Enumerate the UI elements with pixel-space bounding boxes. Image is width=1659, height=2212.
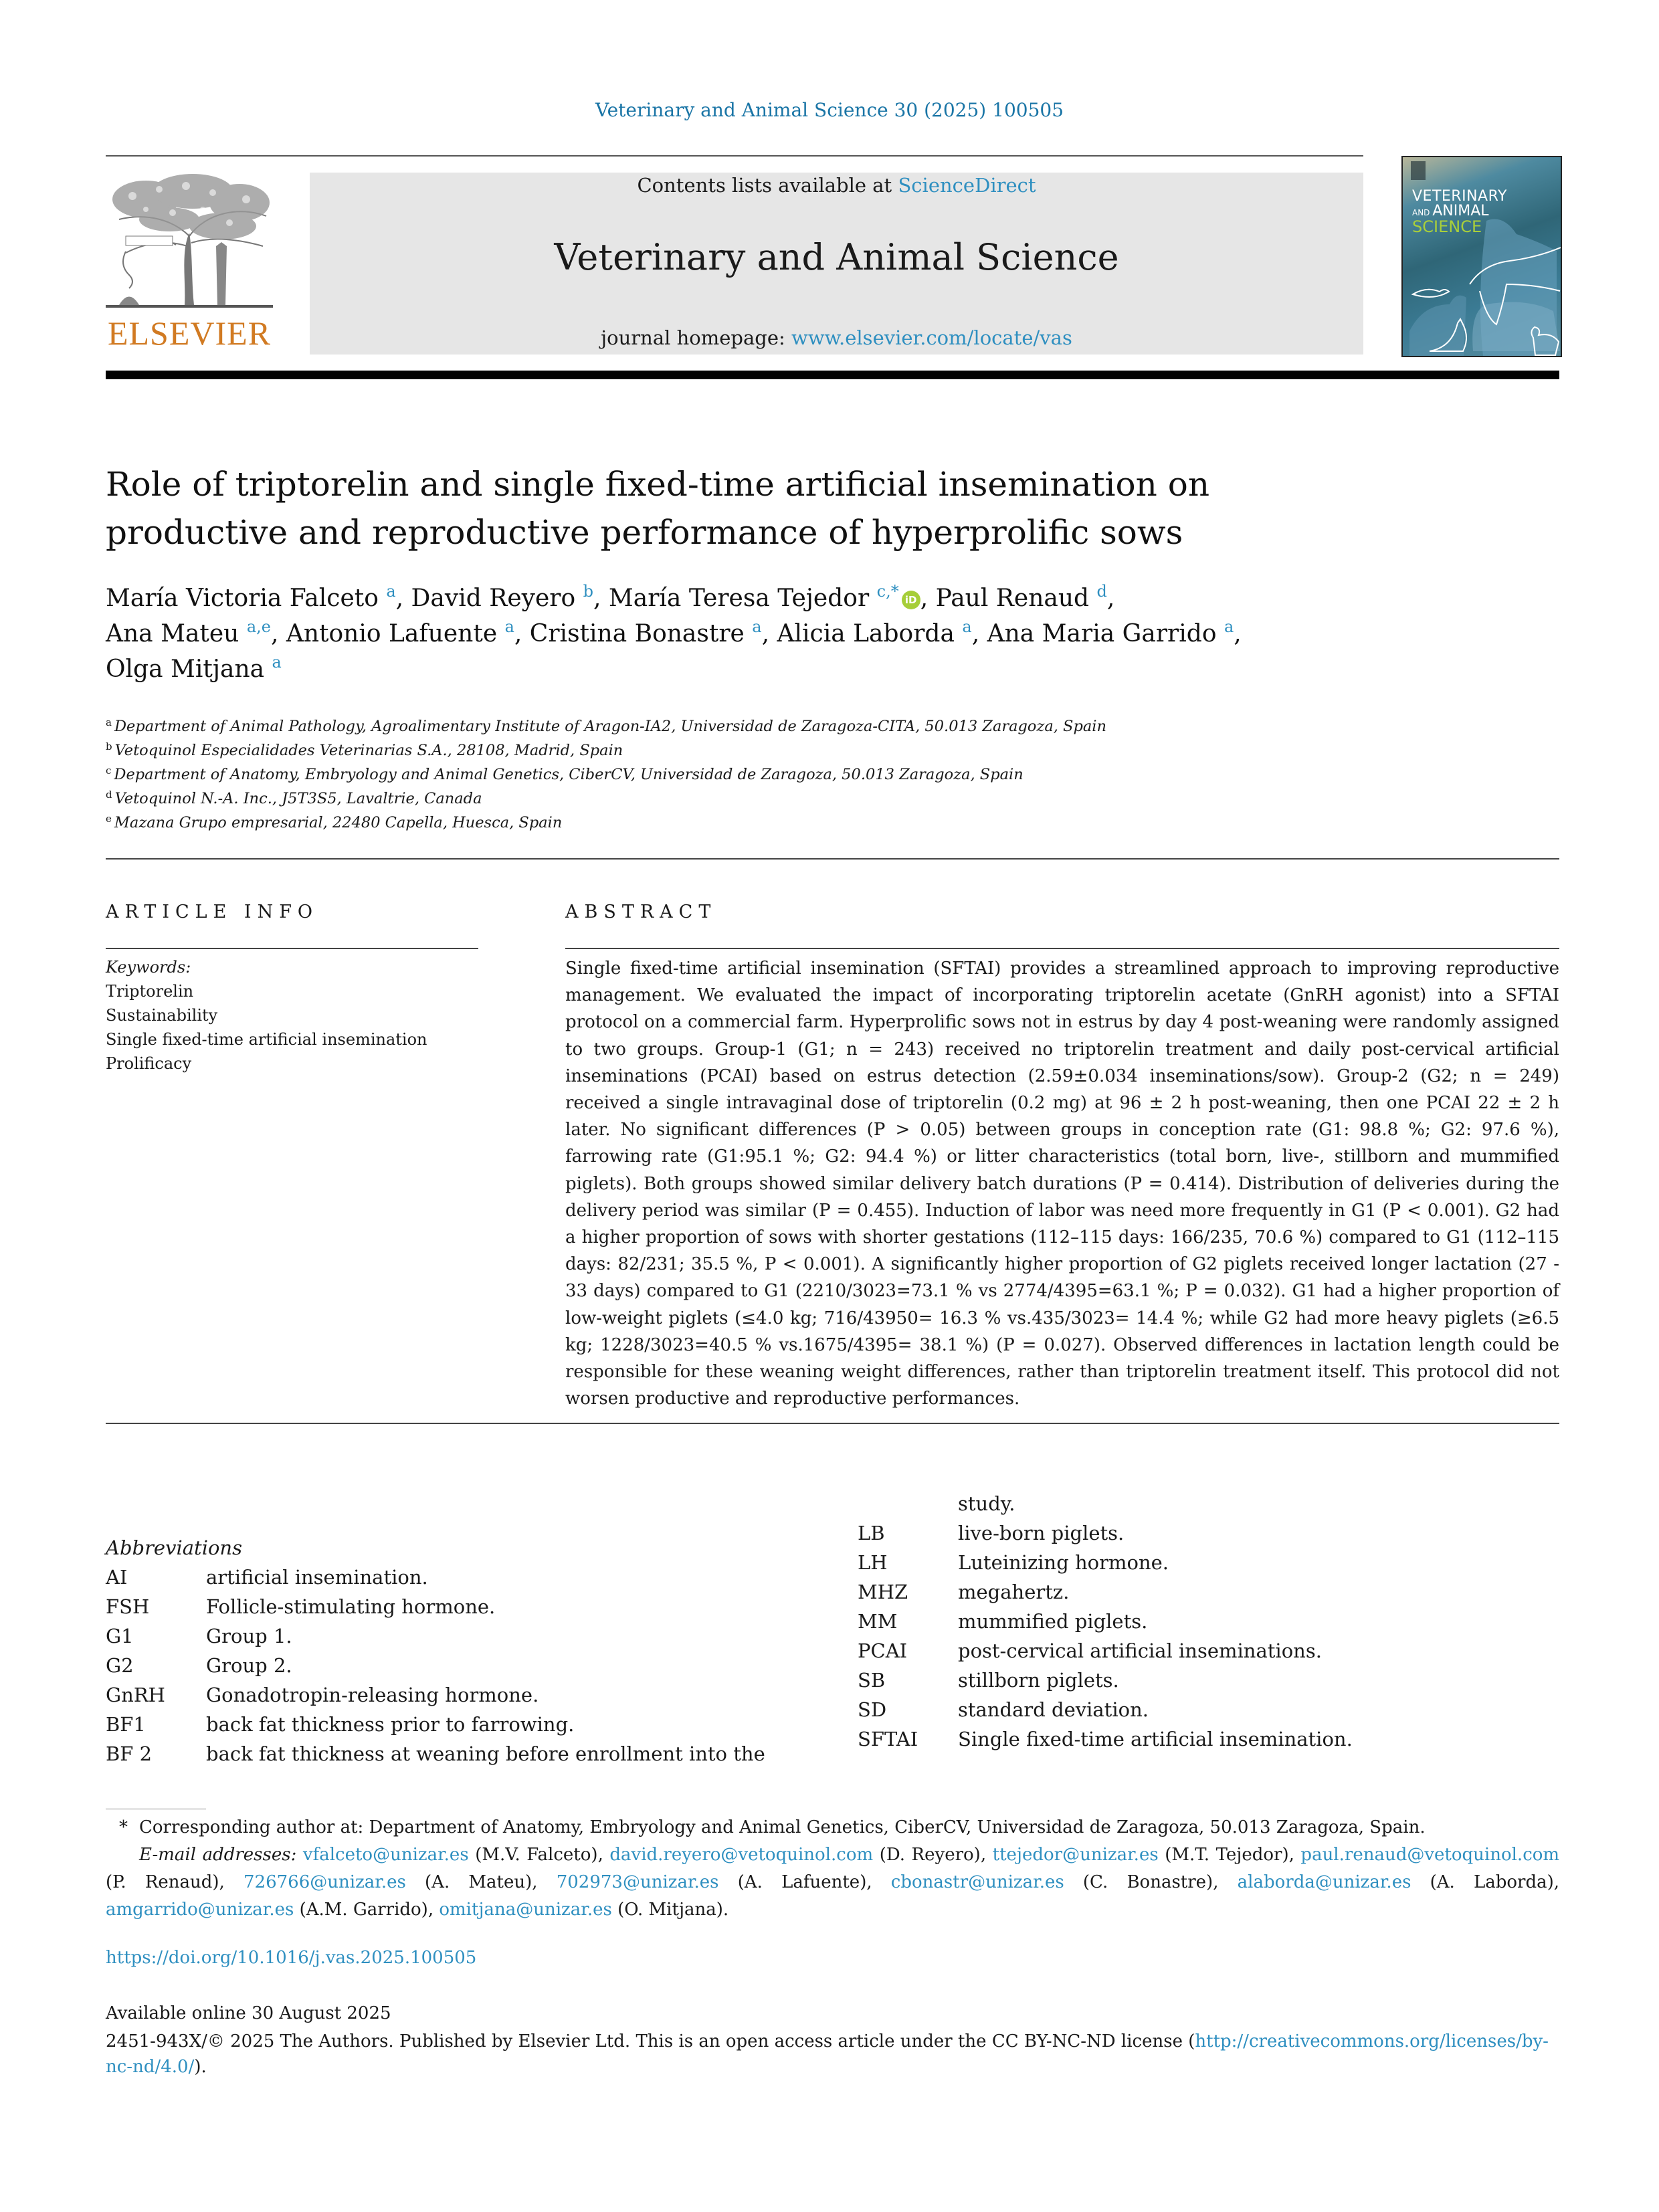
animal-silhouettes-icon [1403,157,1561,356]
cover-and: AND [1412,208,1433,217]
author-name[interactable]: María Victoria Falceto [106,585,379,612]
author[interactable] [987,617,1234,647]
author-name[interactable]: Antonio Lafuente [286,620,498,647]
abbreviation-row [858,1724,1567,1754]
abbreviation-key: SD [858,1698,887,1721]
email-link[interactable]: ttejedor@unizar.es [992,1845,1159,1865]
email-link[interactable]: paul.renaud@vetoquinol.com [1300,1845,1560,1865]
divider [565,948,1559,949]
affiliation-text: Department of Anatomy, Embryology and Animal Genetics, CiberCV, Universidad de Zaragoza, 50.013 Zaragoza, Spain [114,766,1023,783]
author[interactable] [777,617,972,647]
corresponding-author-note [106,1814,1559,1841]
article-title [106,460,1377,557]
keyword: Sustainability [106,1006,218,1025]
email-link[interactable]: 726766@unizar.es [243,1872,406,1892]
abbreviation-row [858,1548,1567,1577]
keyword: Triptorelin [106,982,194,1001]
affiliation [106,738,1510,763]
abbreviation-value: Group 2. [206,1654,292,1677]
abbreviation-key: G2 [106,1654,134,1677]
affiliation-marker[interactable]: a [962,617,972,636]
abbreviation-value: Luteinizing hormone. [958,1551,1169,1574]
author-name[interactable]: María Teresa Tejedor [608,585,870,612]
abbreviation-value: Group 1. [206,1625,292,1647]
abbreviation-row [106,1710,788,1739]
homepage-line [310,326,1363,349]
abbreviation-key: MHZ [858,1581,908,1603]
abbreviation-row [858,1489,1567,1518]
abbreviation-row [858,1636,1567,1666]
license-link[interactable]: http://creativecommons.org/licenses/by-nc-nd/4.0/ [106,2031,1549,2077]
abbreviation-row [106,1651,788,1680]
contents-line [310,174,1363,197]
abbreviation-value: mummified piglets. [958,1610,1148,1633]
license-notice [106,2029,1559,2080]
homepage-label: journal homepage: [601,326,791,349]
author[interactable] [286,617,514,647]
email-owner: (M.T. Tejedor) [1165,1845,1289,1865]
abbreviation-row [858,1695,1567,1724]
abbreviation-key: BF 2 [106,1742,153,1765]
title-line-1: Role of triptorelin and single fixed-time artificial insemination on [106,465,1210,504]
author-name[interactable]: Alicia Laborda [777,620,955,647]
affiliation-key: b [106,740,112,752]
license-text: 2451-943X/© 2025 The Authors. Published by Elsevier Ltd. This is an open access article under the CC BY-NC-ND license ( [106,2031,1195,2051]
doi-link[interactable]: https://doi.org/10.1016/j.vas.2025.100505 [106,1948,477,1968]
affiliation-key: d [106,789,112,801]
author[interactable] [608,582,920,612]
abbreviation-value: artificial insemination. [206,1566,428,1589]
abbreviation-value: back fat thickness prior to farrowing. [206,1713,575,1736]
author[interactable] [935,582,1107,612]
corresponding-text: Corresponding author at: Department of Anatomy, Embryology and Animal Genetics, CiberCV, Universidad de Zaragoza, 50.013 Zaragoza, Spain. [139,1817,1426,1837]
affiliation-text: Department of Animal Pathology, Agroalimentary Institute of Aragon-IA2, Universidad de Zaragoza-CITA, 50.013 Zaragoza, Spain [114,718,1106,735]
abbreviation-row [858,1577,1567,1607]
keywords-block [106,955,478,1076]
email-link[interactable]: omitjana@unizar.es [439,1900,612,1920]
affiliation-marker[interactable]: a [504,617,514,636]
abbreviation-row [106,1563,788,1592]
email-owner: (D. Reyero) [879,1845,981,1865]
abbreviation-key: AI [106,1566,128,1589]
abbreviation-key: SB [858,1669,886,1692]
divider [106,948,478,949]
keyword: Prolificacy [106,1054,192,1073]
affiliation-marker[interactable]: a [752,617,762,636]
abbreviation-value: standard deviation. [958,1698,1149,1721]
title-line-2: productive and reproductive performance of hyperprolific sows [106,513,1183,552]
article-info-heading: ARTICLE INFO [106,902,319,922]
elsevier-tree-icon [106,173,273,310]
abbreviation-value: post-cervical artificial inseminations. [958,1639,1322,1662]
abbreviation-row [106,1680,788,1710]
abbreviation-value: back fat thickness at weaning before enrollment into the [206,1742,765,1765]
author-name[interactable]: Ana Maria Garrido [987,620,1217,647]
abbreviation-value: megahertz. [958,1581,1070,1603]
abbreviation-row [858,1518,1567,1548]
license-suffix: ). [194,2057,207,2077]
affiliation-text: Mazana Grupo empresarial, 22480 Capella, Huesca, Spain [114,814,563,831]
abbreviation-row [858,1666,1567,1695]
abstract-heading: ABSTRACT [565,902,717,922]
cover-line-1: VETERINARY [1412,188,1507,205]
email-link[interactable]: 702973@unizar.es [556,1872,719,1892]
email-owner: (A. Mateu) [425,1872,532,1892]
abbreviation-value: study. [958,1492,1015,1515]
abbreviations-column-1 [106,1533,788,1769]
email-owner: (P. Renaud) [106,1872,219,1892]
contents-label: Contents lists available at [637,174,898,197]
abbreviation-value: Follicle-stimulating hormone. [206,1595,496,1618]
affiliation-marker[interactable]: a [272,653,282,672]
affiliation-marker[interactable]: a,e [246,617,271,636]
cover-line-2 [1412,204,1507,219]
affiliation [106,763,1510,787]
journal-homepage-link[interactable]: www.elsevier.com/locate/vas [791,326,1072,349]
affiliation-key: c [106,765,112,777]
divider [106,858,1559,860]
journal-masthead [310,173,1363,355]
keywords-label: Keywords: [106,958,191,977]
email-link[interactable]: vfalceto@unizar.es [302,1845,469,1865]
divider [106,155,1363,157]
author-list: María Victoria Falceto $^a$, David Reyero $^b$, María Teresa Tejedor $^{c,*}$ iD , Paul Renaud $^d$, Ana Mateu $^{a,e}$, Antonio Lafuente $^a$, Cristina Bonastre $^a$, Alicia Laborda $^a$, Ana Maria Garrido $^a$, Olga Mitjana $^a$ [106,582,1242,683]
email-owner: (M.V. Falceto) [475,1845,598,1865]
abbreviation-row [106,1739,788,1769]
abbreviation-value: stillborn piglets. [958,1669,1119,1692]
author[interactable] [411,582,593,612]
elsevier-wordmark: ELSEVIER [107,314,272,352]
orcid-icon[interactable]: iD [902,591,920,609]
running-head[interactable] [0,99,1659,121]
author-name[interactable]: Cristina Bonastre [529,620,745,647]
journal-cover-thumbnail[interactable] [1401,156,1562,357]
footnotes [106,1814,1559,1924]
affiliation [106,811,1510,835]
email-owner: (A. Laborda) [1430,1872,1554,1892]
affiliation-list [106,714,1510,835]
available-online-date: Available online 30 August 2025 [106,2003,391,2023]
abbreviation-value: Gonadotropin-releasing hormone. [206,1684,539,1706]
affiliation [106,787,1510,811]
author[interactable] [106,653,282,683]
author-name[interactable]: Paul Renaud [935,585,1090,612]
journal-title: Veterinary and Animal Science [554,236,1119,278]
affiliation-marker[interactable]: d [1096,582,1107,601]
abbreviations-column-2 [858,1489,1567,1754]
abbreviation-value: live-born piglets. [958,1522,1125,1544]
keyword: Single fixed-time artificial insemination [106,1030,427,1049]
affiliation [106,714,1510,738]
affiliation-key: e [106,813,112,825]
abbreviation-key: MM [858,1610,898,1633]
email-label: E-mail addresses: [139,1845,297,1865]
abbreviation-key: G1 [106,1625,134,1647]
author[interactable] [106,582,396,612]
abbreviation-key: LB [858,1522,885,1544]
email-link[interactable]: david.reyero@vetoquinol.com [609,1845,874,1865]
affiliation-text: Vetoquinol Especialidades Veterinarias S.A., 28108, Madrid, Spain [114,742,623,759]
email-owner: (A. Lafuente) [737,1872,867,1892]
affiliation-key: a [106,716,112,728]
sciencedirect-link[interactable]: ScienceDirect [898,174,1036,197]
abbreviation-key [858,1489,958,1518]
masthead-divider [106,371,1559,379]
abbreviation-row [106,1592,788,1621]
email-owner: (C. Bonastre) [1082,1872,1213,1892]
author[interactable] [529,617,762,647]
abbreviation-key: GnRH [106,1684,165,1706]
affiliation-marker[interactable]: b [583,582,593,601]
abbreviation-key: FSH [106,1595,150,1618]
journal-citation-link[interactable]: Veterinary and Animal Science 30 (2025) 100505 [595,99,1064,121]
email-link[interactable]: amgarrido@unizar.es [106,1900,294,1920]
cover-title [1412,189,1507,235]
affiliation-marker[interactable]: a [1224,617,1234,636]
abbreviation-row [858,1607,1567,1636]
abbreviations-label: Abbreviations [106,1536,242,1559]
author-name[interactable]: Olga Mitjana [106,656,265,683]
cover-line-3: SCIENCE [1412,217,1482,236]
abbreviation-key: BF1 [106,1713,146,1736]
affiliation-marker[interactable]: a [386,582,396,601]
email-owner: (A.M. Garrido) [299,1900,428,1920]
abbreviation-key: SFTAI [858,1728,918,1750]
abstract-text: Single fixed-time artificial insemination (SFTAI) provides a streamlined approach to improving reproductive management. We evaluated the impact of incorporating triptorelin acetate (GnRH agonist) into a SFTAI protocol on a commercial farm. Hyperprolific sows not in estrus by day 4 post-weaning were randomly assigned to two groups. Group-1 (G1; n = 243) received no triptorelin treatment and daily post-cervical artificial inseminations (PCAI) based on estrus detection (2.59±0.034 inseminations/sow). Group-2 (G2; n = 249) received a single intravaginal dose of triptorelin (0.2 mg) at 96 ± 2 h post-weaning, then one PCAI 22 ± 2 h later. No significant differences (P > 0.05) between groups in conception rate (G1: 98.8 %; G2: 97.6 %), farrowing rate (G1:95.1 %; G2: 94.4 %) or litter characteristics (total born, live-, stillborn and mummified piglets). Both groups showed similar delivery batch durations (P = 0.414). Distribution of deliveries during the delivery period was similar (P = 0.455). Induction of labor was need more frequently in G1 (P < 0.001). G2 had a higher proportion of sows with shorter gestations (112–115 days: 166/235, 70.6 %) compared to G1 (112–115 days: 82/231; 35.5 %, P < 0.001). A significantly higher proportion of G2 piglets received longer lactation (27 - 33 days) compared to G1 (2210/3023=73.1 % vs 2774/4395=63.1 %; P = 0.032). G1 had a higher proportion of low-weight piglets (≤4.0 kg; 716/43950= 16.3 % vs.435/3023= 14.4 %; while G2 had more heavy piglets (≥6.5 kg; 1228/3023=40.5 % vs.1675/4395= 38.1 %) (P = 0.027). Observed differences in lactation length could be responsible for these weaning weight differences, rather than triptorelin treatment itself. This protocol did not worsen productive and reproductive performances. [565,959,1559,1409]
author[interactable] [106,617,271,647]
email-link[interactable]: cbonastr@unizar.es [890,1872,1064,1892]
abbreviation-key: LH [858,1551,888,1574]
email-owner: (O. Mitjana) [617,1900,723,1920]
email-link[interactable]: alaborda@unizar.es [1237,1872,1411,1892]
abbreviation-value: Single fixed-time artificial insemination. [958,1728,1353,1750]
affiliation-marker[interactable]: c,* [876,582,899,601]
abbreviation-key: PCAI [858,1639,908,1662]
affiliation-text: Vetoquinol N.-A. Inc., J5T3S5, Lavaltrie, Canada [114,790,482,807]
email-list: E-mail addresses: vfalceto@unizar.es (M.V. Falceto), david.reyero@vetoquinol.com (D. Reyero), ttejedor@unizar.es (M.T. Tejedor), paul.renaud@vetoquinol.com (P. Renaud), 726766@unizar.es (A. Mateu), 702973@unizar.es (A. Lafuente), cbonastr@unizar.es (C. Bonastre), alaborda@unizar.es (A. Laborda), amgarrido@unizar.es (A.M. Garrido), omitjana@unizar.es (O. Mitjana). [106,1845,1560,1920]
divider [106,1423,1559,1424]
author-name[interactable]: David Reyero [411,585,576,612]
footnote-star: * [119,1817,128,1837]
abbreviation-row [106,1621,788,1651]
cover-animal: ANIMAL [1432,203,1489,219]
author-name[interactable]: Ana Mateu [106,620,239,647]
elsevier-logo[interactable] [106,173,273,357]
